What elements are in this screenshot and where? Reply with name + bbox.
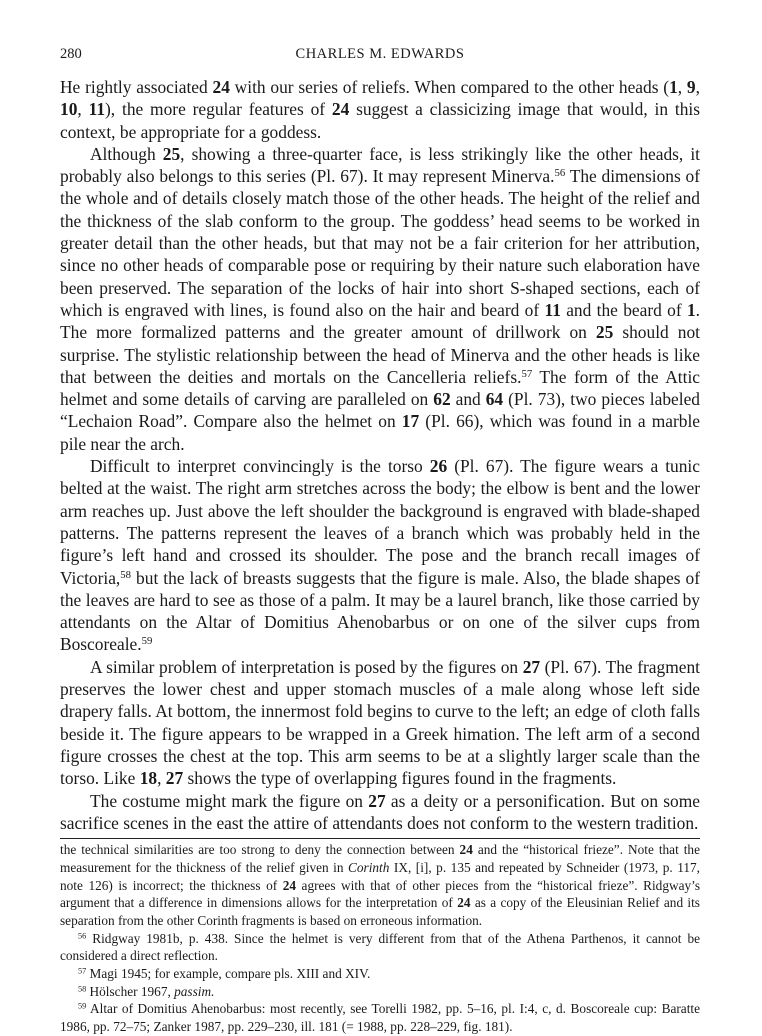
paragraph: The costume might mark the figure on 27 as a deity or a personification. But on some sacrifice scenes in the east the attire of attendants does not conform to the western tradition. bbox=[60, 790, 700, 833]
footnote-56: $^{56}$ Ridgway 1981b, p. 438. Since the helmet is very different from that of the Athena Parthenos, it cannot be considered a direct reflection. bbox=[60, 930, 700, 964]
page-header bbox=[60, 46, 700, 68]
footnote-ref[interactable]: 59 bbox=[141, 635, 153, 648]
footnote-number: 57 bbox=[78, 966, 87, 976]
footnote-divider bbox=[60, 838, 700, 839]
footnotes bbox=[60, 841, 700, 1036]
paragraph: Although 25, showing a three-quarter face, is less strikingly like the other heads, it probably also belongs to this series (Pl. 67). It may represent Minerva.$^{56}$ The dimensions of the whole and of details closely match those of the other heads. The height of the relief and the thickness of the slab conform to the group. The goddess’ head seems to be worked in greater detail than the other heads, but that may not be a fair criterion for her attribution, since no other heads of comparable pose or requiring by their nature such elaboration have been preserved. The separation of the locks of hair into short S-shaped sections, each of which is engraved with lines, is found also on the hair and beard of 11 and the beard of 1. The more formalized patterns and the greater amount of drillwork on 25 should not surprise. The stylistic relationship between the head of Minerva and the other heads is like that between the deities and mortals on the Cancelleria reliefs.$^{57}$ The form of the Attic helmet and some details of carving are paralleled on 62 and 64 (Pl. 73), two pieces labeled “Lechaion Road”. Compare also the helmet on 17 (Pl. 66), which was found in a marble pile near the arch. bbox=[60, 143, 701, 454]
footnote-number: 59 bbox=[78, 1001, 87, 1011]
footnote-ref[interactable]: 56 bbox=[554, 167, 566, 180]
running-title: CHARLES M. EDWARDS bbox=[295, 46, 465, 62]
document-page bbox=[60, 46, 700, 1036]
footnote-ref[interactable]: 57 bbox=[521, 367, 533, 380]
footnote-59: $^{59}$ Altar of Domitius Ahenobarbus: most recently, see Torelli 1982, pp. 5–16, pl. I:4, c, d. Boscoreale cup: Baratte 1986, pp. 72–75; Zanker 1987, pp. 229–230, ill. 181 (= 1988, pp. 228–229, fig. 181). bbox=[60, 1001, 700, 1035]
page-number: 280 bbox=[60, 46, 82, 62]
footnote-ref[interactable]: 58 bbox=[120, 568, 132, 581]
footnote-number: 58 bbox=[78, 984, 87, 994]
paragraph: He rightly associated 24 with our series of reliefs. When compared to the other heads (1, 9, 10, 11), the more regular features of 24 suggest a classicizing image that would, in this context, be appropriate for a goddess. bbox=[60, 77, 700, 142]
footnote-number: 56 bbox=[78, 931, 87, 941]
footnote-58: $^{58}$ Hölscher 1967, passim. bbox=[78, 983, 215, 999]
footnote-57: $^{57}$ Magi 1945; for example, compare pls. XIII and XIV. bbox=[78, 966, 371, 982]
body-text bbox=[60, 76, 700, 834]
footnote-continued: the technical similarities are too strong to deny the connection between 24 and the “historical frieze”. Note that the measurement for the thickness of the relief given in Corinth IX, [i], p. 135 and repeated by Schneider (1973, p. 117, note 126) is incorrect; the thickness of 24 agrees with that of other pieces from the “historical frieze”. Ridgway’s argument that a difference in dimensions allows for the interpretation of 24 as a copy of the Eleusinian Relief and its separation from the other Corinth fragments is based on erroneous information. bbox=[60, 842, 701, 928]
paragraph: Difficult to interpret convincingly is the torso 26 (Pl. 67). The figure wears a tunic belted at the waist. The right arm stretches across the body; the elbow is bent and the lower arm reaches up. Just above the left shoulder the background is engraved with blade-shaped patterns. The patterns represent the leaves of a branch which was probably held in the figure’s left hand and crossed its shoulder. The pose and the branch recall images of Victoria,$^{58}$ but the lack of breasts suggests that the figure is male. Also, the blade shapes of the leaves are hard to see as those of a palm. It may be a laurel branch, like those carried by attendants on the Altar of Domitius Ahenobarbus or on one of the silver cups from Boscoreale.$^{59}$ bbox=[60, 456, 700, 655]
paragraph: A similar problem of interpretation is posed by the figures on 27 (Pl. 67). The fragment preserves the lower chest and upper stomach muscles of a male along whose left side drapery falls. At bottom, the innermost fold begins to curve to the left; an edge of cloth falls beside it. The figure appears to be wrapped in a Greek himation. The left arm of a second figure crosses the chest at the top. This arm seems to be at a slightly larger scale than the torso. Like 18, 27 shows the type of overlapping figures found in the fragments. bbox=[60, 656, 700, 789]
